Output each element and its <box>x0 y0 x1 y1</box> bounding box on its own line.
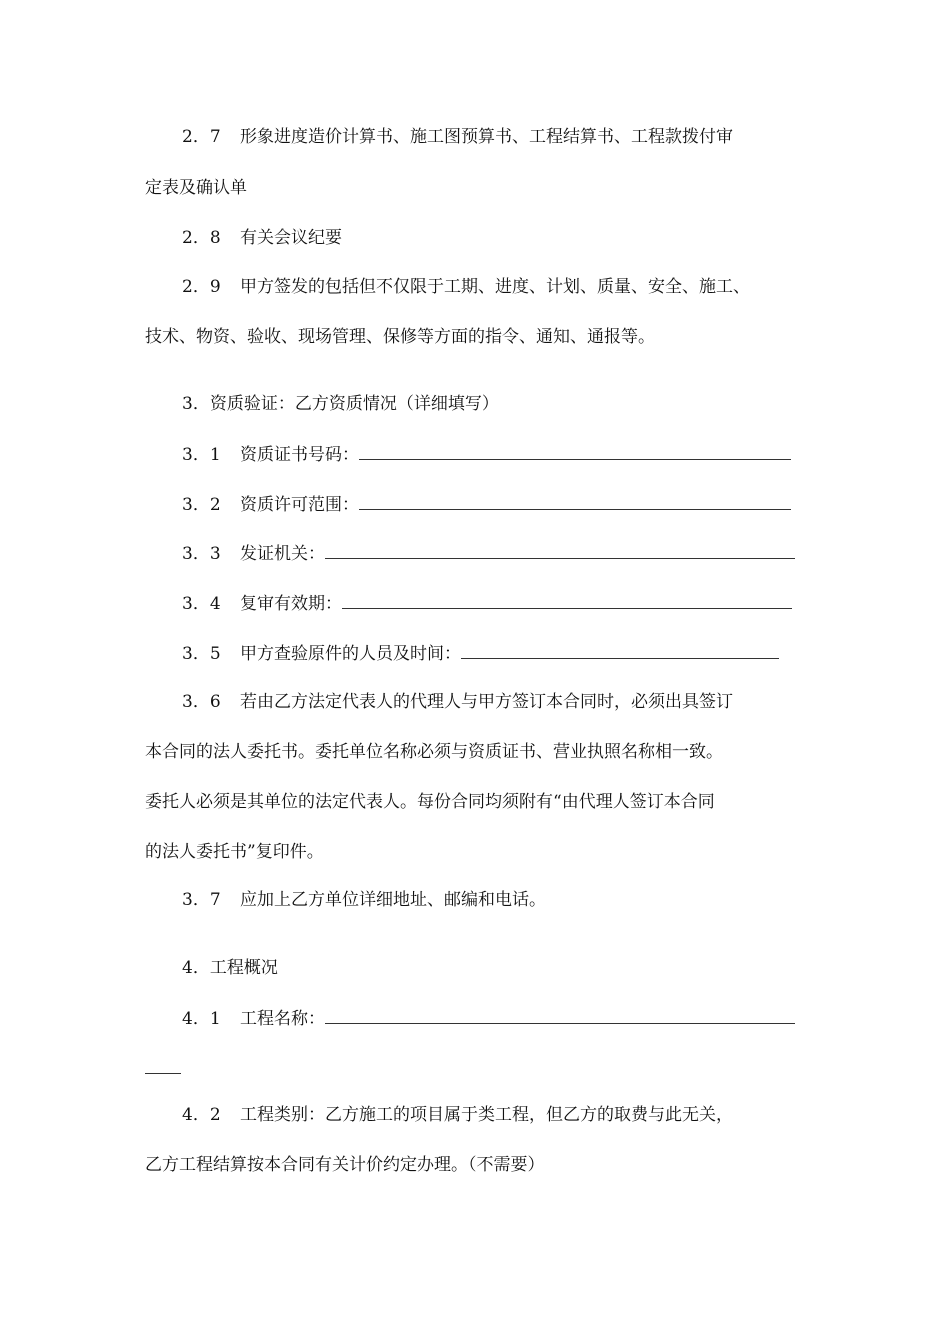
clause-text: 资质许可范围： <box>240 495 359 515</box>
clause-2-7-continued: 定表及确认单 <box>145 178 247 198</box>
clause-text: 资质证书号码： <box>240 445 359 465</box>
clause-3-1 <box>182 441 791 467</box>
clause-text: 工程名称： <box>240 1009 325 1029</box>
clause-number: 4．1 <box>182 1009 221 1029</box>
clause-text: 甲方签发的包括但不仅限于工期、进度、计划、质量、安全、施工、 <box>240 277 750 297</box>
clause-text: 应加上乙方单位详细地址、邮编和电话。 <box>240 890 546 910</box>
clause-3-6-continued-3: 的法人委托书”复印件。 <box>145 842 324 862</box>
fill-in-blank <box>325 540 795 559</box>
clause-number: 3．5 <box>182 644 221 664</box>
clause-text: 发证机关： <box>240 544 325 564</box>
clause-2-8 <box>182 226 342 250</box>
clause-number: 3．3 <box>182 544 221 564</box>
clause-2-9-continued: 技术、物资、验收、现场管理、保修等方面的指令、通知、通报等。 <box>145 327 655 347</box>
clause-3-2 <box>182 491 791 517</box>
fill-in-blank <box>461 640 779 659</box>
fill-in-blank <box>342 590 792 609</box>
clause-number: 4．2 <box>182 1105 221 1125</box>
clause-number: 3．4 <box>182 594 221 614</box>
clause-text: 有关会议纪要 <box>240 228 342 248</box>
clause-text: 复审有效期： <box>240 594 342 614</box>
clause-4-1 <box>182 1005 795 1031</box>
clause-4-2 <box>182 1103 733 1127</box>
clause-number: 2．7 <box>182 127 221 147</box>
clause-3-6-continued-1: 本合同的法人委托书。委托单位名称必须与资质证书、营业执照名称相一致。 <box>145 742 723 762</box>
clause-number: 2．8 <box>182 228 221 248</box>
clause-number: 3．2 <box>182 495 221 515</box>
section-4-title: 4．工程概况 <box>182 958 278 978</box>
clause-text: 若由乙方法定代表人的代理人与甲方签订本合同时，必须出具签订 <box>240 692 733 712</box>
clause-3-5 <box>182 640 779 666</box>
clause-number: 2．9 <box>182 277 221 297</box>
fill-in-blank <box>359 441 791 460</box>
clause-number: 3．6 <box>182 692 221 712</box>
clause-number: 3．7 <box>182 890 221 910</box>
clause-2-9 <box>182 275 750 299</box>
clause-3-6-continued-2: 委托人必须是其单位的法定代表人。每份合同均须附有“由代理人签订本合同 <box>145 792 715 812</box>
clause-text: 工程类别：乙方施工的项目属于类工程，但乙方的取费与此无关， <box>240 1105 733 1125</box>
clause-4-2-continued: 乙方工程结算按本合同有关计价约定办理。（不需要） <box>145 1155 545 1175</box>
clause-3-3 <box>182 540 795 566</box>
clause-number: 3．1 <box>182 445 221 465</box>
section-3-title: 3．资质验证：乙方资质情况（详细填写） <box>182 394 499 414</box>
clause-3-4 <box>182 590 792 616</box>
clause-text: 形象进度造价计算书、施工图预算书、工程结算书、工程款拨付审 <box>240 127 733 147</box>
clause-4-1-blank-continued <box>145 1055 181 1081</box>
fill-in-blank <box>145 1055 181 1074</box>
clause-2-7 <box>182 125 733 149</box>
clause-text: 甲方查验原件的人员及时间： <box>240 644 461 664</box>
fill-in-blank <box>325 1005 795 1024</box>
clause-3-6 <box>182 690 733 714</box>
fill-in-blank <box>359 491 791 510</box>
clause-3-7 <box>182 888 546 912</box>
